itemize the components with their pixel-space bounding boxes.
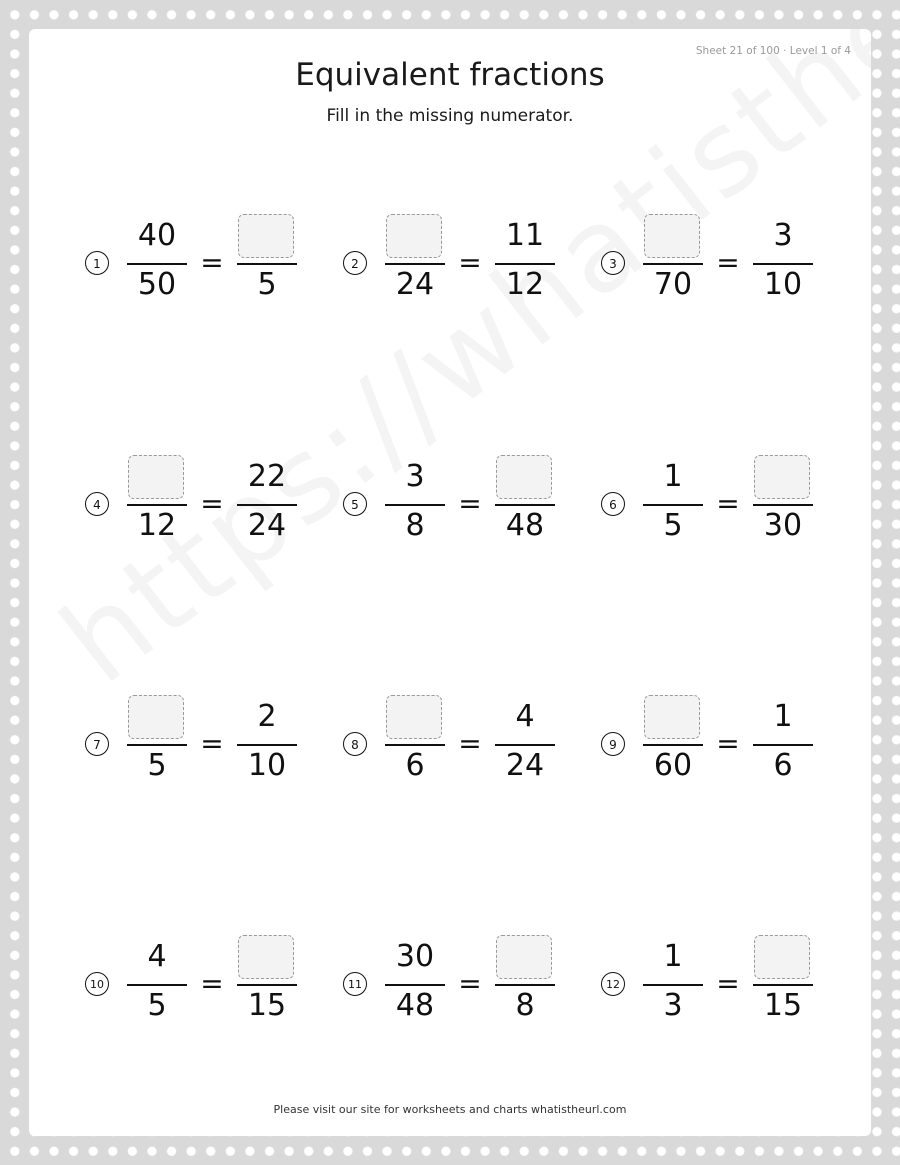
numerator: 30 xyxy=(395,939,435,974)
fraction-bar xyxy=(385,504,445,506)
equals-sign: = xyxy=(716,727,740,760)
answer-box[interactable] xyxy=(238,214,294,258)
denominator: 3 xyxy=(663,988,683,1023)
denominator: 60 xyxy=(653,748,693,783)
numerator: 4 xyxy=(147,939,167,974)
left-fraction xyxy=(127,214,187,314)
left-fraction xyxy=(643,214,703,314)
equals-sign: = xyxy=(458,967,482,1000)
right-fraction xyxy=(237,695,297,795)
problem-number: 7 xyxy=(85,732,109,756)
fraction-bar xyxy=(753,744,813,746)
answer-box[interactable] xyxy=(754,455,810,499)
right-fraction xyxy=(753,695,813,795)
equals-sign: = xyxy=(716,967,740,1000)
answer-box[interactable] xyxy=(128,695,184,739)
denominator: 48 xyxy=(505,508,545,543)
equals-sign: = xyxy=(200,487,224,520)
denominator: 50 xyxy=(137,267,177,302)
answer-box[interactable] xyxy=(386,695,442,739)
watermark xyxy=(37,29,871,710)
problem-number: 8 xyxy=(343,732,367,756)
fraction-bar xyxy=(495,263,555,265)
left-fraction xyxy=(385,695,445,795)
fraction-bar xyxy=(495,744,555,746)
numerator: 3 xyxy=(773,218,793,253)
answer-box[interactable] xyxy=(128,455,184,499)
denominator: 70 xyxy=(653,267,693,302)
problem-1 xyxy=(85,214,325,314)
problem-11 xyxy=(343,935,583,1035)
problem-4 xyxy=(85,455,325,555)
left-fraction xyxy=(385,455,445,555)
left-fraction xyxy=(385,214,445,314)
problem-2 xyxy=(343,214,583,314)
denominator: 24 xyxy=(395,267,435,302)
equals-sign: = xyxy=(716,487,740,520)
numerator: 11 xyxy=(505,218,545,253)
left-fraction xyxy=(127,935,187,1035)
denominator: 15 xyxy=(763,988,803,1023)
fraction-bar xyxy=(127,263,187,265)
problem-number: 10 xyxy=(85,972,109,996)
left-fraction xyxy=(127,695,187,795)
problem-number: 2 xyxy=(343,251,367,275)
denominator: 5 xyxy=(147,748,167,783)
problem-number: 6 xyxy=(601,492,625,516)
problem-number: 9 xyxy=(601,732,625,756)
answer-box[interactable] xyxy=(644,214,700,258)
fraction-bar xyxy=(385,263,445,265)
denominator: 10 xyxy=(247,748,287,783)
denominator: 6 xyxy=(773,748,793,783)
denominator: 15 xyxy=(247,988,287,1023)
denominator: 5 xyxy=(147,988,167,1023)
denominator: 48 xyxy=(395,988,435,1023)
fraction-bar xyxy=(753,984,813,986)
right-fraction xyxy=(753,214,813,314)
left-fraction xyxy=(385,935,445,1035)
equals-sign: = xyxy=(716,246,740,279)
fraction-bar xyxy=(753,504,813,506)
answer-box[interactable] xyxy=(386,214,442,258)
denominator: 10 xyxy=(763,267,803,302)
fraction-bar xyxy=(237,744,297,746)
problem-number: 3 xyxy=(601,251,625,275)
right-fraction xyxy=(495,214,555,314)
denominator: 24 xyxy=(247,508,287,543)
answer-box[interactable] xyxy=(496,455,552,499)
problem-5 xyxy=(343,455,583,555)
fraction-bar xyxy=(127,744,187,746)
denominator: 5 xyxy=(257,267,277,302)
equals-sign: = xyxy=(200,967,224,1000)
sheet-info: Sheet 21 of 100 · Level 1 of 4 xyxy=(695,45,851,57)
left-fraction xyxy=(643,695,703,795)
numerator: 40 xyxy=(137,218,177,253)
left-fraction xyxy=(127,455,187,555)
fraction-bar xyxy=(237,263,297,265)
page-title: Equivalent fractions xyxy=(295,57,605,93)
fraction-bar xyxy=(127,504,187,506)
problem-6 xyxy=(601,455,841,555)
problem-8 xyxy=(343,695,583,795)
right-fraction xyxy=(753,935,813,1035)
answer-box[interactable] xyxy=(644,695,700,739)
numerator: 1 xyxy=(663,939,683,974)
numerator: 4 xyxy=(515,699,535,734)
numerator: 1 xyxy=(773,699,793,734)
fraction-bar xyxy=(385,984,445,986)
equals-sign: = xyxy=(200,246,224,279)
right-fraction xyxy=(237,214,297,314)
numerator: 3 xyxy=(405,459,425,494)
problem-9 xyxy=(601,695,841,795)
right-fraction xyxy=(495,935,555,1035)
right-fraction xyxy=(753,455,813,555)
answer-box[interactable] xyxy=(238,935,294,979)
answer-box[interactable] xyxy=(496,935,552,979)
denominator: 8 xyxy=(515,988,535,1023)
problem-10 xyxy=(85,935,325,1035)
equals-sign: = xyxy=(458,246,482,279)
right-fraction xyxy=(237,455,297,555)
worksheet-page xyxy=(29,29,871,1136)
problem-number: 4 xyxy=(85,492,109,516)
problem-3 xyxy=(601,214,841,314)
instructions: Fill in the missing numerator. xyxy=(326,106,574,126)
fraction-bar xyxy=(237,504,297,506)
fraction-bar xyxy=(495,504,555,506)
denominator: 30 xyxy=(763,508,803,543)
equals-sign: = xyxy=(200,727,224,760)
fraction-bar xyxy=(495,984,555,986)
equals-sign: = xyxy=(458,487,482,520)
denominator: 24 xyxy=(505,748,545,783)
problem-number: 12 xyxy=(601,972,625,996)
denominator: 8 xyxy=(405,508,425,543)
fraction-bar xyxy=(643,504,703,506)
equals-sign: = xyxy=(458,727,482,760)
fraction-bar xyxy=(237,984,297,986)
fraction-bar xyxy=(385,744,445,746)
problem-number: 5 xyxy=(343,492,367,516)
problem-number: 1 xyxy=(85,251,109,275)
left-fraction xyxy=(643,935,703,1035)
numerator: 22 xyxy=(247,459,287,494)
fraction-bar xyxy=(127,984,187,986)
left-fraction xyxy=(643,455,703,555)
fraction-bar xyxy=(643,263,703,265)
fraction-bar xyxy=(753,263,813,265)
answer-box[interactable] xyxy=(754,935,810,979)
numerator: 1 xyxy=(663,459,683,494)
footer-text: Please visit our site for worksheets and charts whatistheurl.com xyxy=(273,1103,627,1116)
problem-7 xyxy=(85,695,325,795)
right-fraction xyxy=(495,695,555,795)
right-fraction xyxy=(495,455,555,555)
fraction-bar xyxy=(643,744,703,746)
denominator: 12 xyxy=(137,508,177,543)
fraction-bar xyxy=(643,984,703,986)
denominator: 12 xyxy=(505,267,545,302)
problem-12 xyxy=(601,935,841,1035)
numerator: 2 xyxy=(257,699,277,734)
problem-number: 11 xyxy=(343,972,367,996)
denominator: 5 xyxy=(663,508,683,543)
denominator: 6 xyxy=(405,748,425,783)
right-fraction xyxy=(237,935,297,1035)
